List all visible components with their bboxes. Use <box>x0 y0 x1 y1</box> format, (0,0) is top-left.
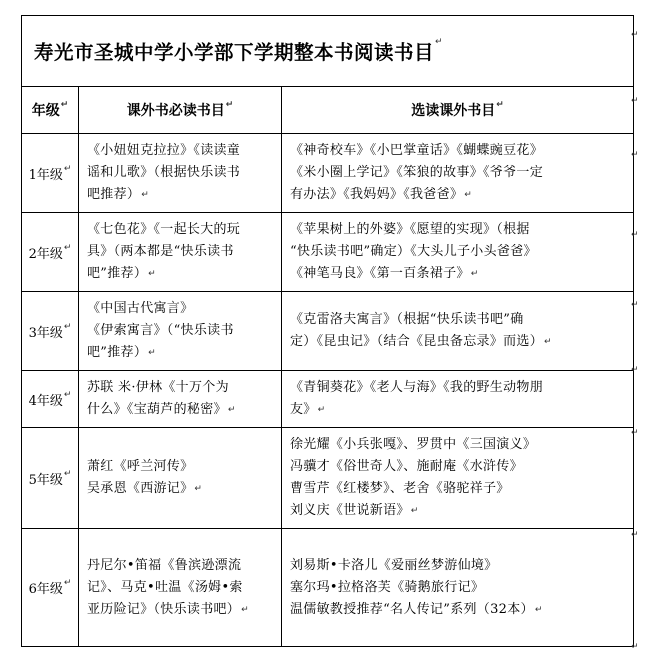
required-books-cell <box>79 134 282 213</box>
book-line: 什么》《宝葫芦的秘密》↵ <box>87 402 236 417</box>
title-row <box>22 16 634 87</box>
paragraph-mark-icon: ↵ <box>470 269 479 279</box>
book-line: 冯骥才《俗世奇人》、施耐庵《水浒传》 <box>290 459 523 474</box>
optional-books-cell <box>282 292 634 371</box>
paragraph-mark-icon: ↵ <box>317 405 326 415</box>
header-grade: 年级↵ <box>22 87 79 134</box>
grade-label: 4年级 <box>28 393 63 409</box>
table-row <box>22 213 634 292</box>
book-line: 友》↵ <box>290 402 326 417</box>
book-line: 丹尼尔•笛福《鲁滨逊漂流 <box>87 557 242 573</box>
grade-label: 2年级 <box>28 246 63 262</box>
document <box>21 15 633 647</box>
optional-books-cell <box>282 529 634 647</box>
table-row <box>22 371 634 428</box>
grade-cell <box>22 134 79 213</box>
paragraph-mark-icon: ↵ <box>148 348 156 358</box>
paragraph-mark-icon: ↵ <box>534 604 543 615</box>
paragraph-mark-icon: ↵ <box>63 163 72 174</box>
book-line: 《伊索寓言》（“快乐读书 <box>87 323 234 338</box>
book-line: 吴承恩《西游记》↵ <box>87 481 203 496</box>
book-line: 吧”推荐）↵ <box>87 266 156 281</box>
optional-books-cell <box>282 428 634 529</box>
paragraph-mark-icon: ↵ <box>141 190 150 200</box>
paragraph-mark-icon: ↵ <box>544 337 552 347</box>
grade-cell <box>22 371 79 428</box>
paragraph-mark-icon: ↵ <box>63 578 72 588</box>
book-line: “快乐读书吧”确定）《大头儿子小头爸爸》 <box>290 244 537 259</box>
row-end-mark-icon: ↵ <box>631 230 639 240</box>
table-row <box>22 292 634 371</box>
book-line: 温儒敏教授推荐“名人传记”系列（32本）↵ <box>290 601 543 617</box>
paragraph-mark-icon: ↵ <box>63 468 72 479</box>
paragraph-mark-icon: ↵ <box>225 100 234 110</box>
paragraph-mark-icon: ↵ <box>435 37 443 47</box>
book-line: 塞尔玛•拉格洛芙《骑鹅旅行记》 <box>290 579 485 595</box>
grade-cell <box>22 292 79 371</box>
paragraph-mark-icon: ↵ <box>194 484 203 494</box>
grade-label: 5年级 <box>28 472 63 488</box>
required-books-cell <box>79 529 282 647</box>
book-line: 刘易斯•卡洛儿《爱丽丝梦游仙境》 <box>290 557 498 573</box>
row-end-mark-icon: ↵ <box>631 300 639 310</box>
row-end-mark-icon: ↵ <box>631 365 639 375</box>
paragraph-mark-icon: ↵ <box>410 506 419 516</box>
row-end-mark-icon: ↵ <box>631 428 639 438</box>
book-line: 《神笔马良》《第一百条裙子》↵ <box>290 266 479 281</box>
book-line: 徐光耀《小兵张嘎》、罗贯中《三国演义》 <box>290 437 537 452</box>
table-row <box>22 134 634 213</box>
optional-books-cell <box>282 371 634 428</box>
paragraph-mark-icon: ↵ <box>148 269 156 279</box>
paragraph-mark-icon: ↵ <box>496 100 504 110</box>
book-line: 《神奇校车》《小巴掌童话》《蝴蝶豌豆花》 <box>290 143 544 158</box>
table-row <box>22 428 634 529</box>
paragraph-mark-icon: ↵ <box>60 100 69 110</box>
grade-label: 6年级 <box>28 582 63 597</box>
grade-label: 3年级 <box>28 325 63 341</box>
book-line: 亚历险记》（快乐读书吧）↵ <box>87 601 249 617</box>
required-books-cell <box>79 292 282 371</box>
book-line: 苏联 米·伊林《十万个为 <box>87 380 229 395</box>
book-line: 定）《昆虫记》（结合《昆虫备忘录》而选）↵ <box>290 334 552 349</box>
row-end-mark-icon: ↵ <box>631 642 639 652</box>
header-required: 课外书必读书目↵ <box>79 87 282 134</box>
grade-cell <box>22 213 79 292</box>
row-end-mark-icon: ↵ <box>631 96 639 106</box>
paragraph-mark-icon: ↵ <box>63 389 72 400</box>
paragraph-mark-icon: ↵ <box>63 321 72 332</box>
required-books-cell <box>79 428 282 529</box>
required-books-cell <box>79 371 282 428</box>
row-end-mark-icon: ↵ <box>631 530 639 540</box>
optional-books-cell <box>282 213 634 292</box>
book-line: 具》（两本都是“快乐读书 <box>87 244 234 259</box>
book-line: 《中国古代寓言》 <box>87 301 194 316</box>
paragraph-mark-icon: ↵ <box>63 242 72 253</box>
paragraph-mark-icon: ↵ <box>227 405 236 415</box>
book-line: 刘义庆《世说新语》↵ <box>290 503 419 518</box>
book-line: 吧”推荐）↵ <box>87 345 156 360</box>
document-title: 寿光市圣城中学小学部下学期整本书阅读书目 <box>34 41 435 64</box>
header-row <box>22 87 634 134</box>
book-line: 记》、马克•吐温《汤姆•索 <box>87 579 243 595</box>
table-row <box>22 529 634 647</box>
grade-cell <box>22 428 79 529</box>
book-line: 《苹果树上的外婆》《愿望的实现》（根据 <box>290 222 530 237</box>
grade-label: 1年级 <box>28 167 63 183</box>
book-line: 《小妞妞克拉拉》《读读童 <box>87 143 241 158</box>
book-line: 曹雪芹《红楼梦》、老舍《骆驼祥子》 <box>290 481 510 496</box>
title-cell <box>22 16 634 87</box>
header-optional: 选读课外书目↵ <box>282 87 634 134</box>
book-line: 《米小圈上学记》《笨狼的故事》《爷爷一定 <box>290 165 544 180</box>
book-line: 《七色花》《一起长大的玩 <box>87 222 241 237</box>
book-line: 《克雷洛夫寓言》（根据“快乐读书吧”确 <box>290 312 524 327</box>
grade-cell <box>22 529 79 647</box>
table-body <box>22 134 634 647</box>
book-line: 有办法》《我妈妈》《我爸爸》↵ <box>290 187 473 202</box>
reading-list-table <box>21 15 634 647</box>
paragraph-mark-icon: ↵ <box>464 190 473 200</box>
book-line: 吧推荐）↵ <box>87 187 150 202</box>
paragraph-mark-icon: ↵ <box>241 604 249 615</box>
row-end-mark-icon: ↵ <box>631 30 639 40</box>
optional-books-cell <box>282 134 634 213</box>
required-books-cell <box>79 213 282 292</box>
row-end-mark-icon: ↵ <box>631 150 639 160</box>
book-line: 萧红《呼兰河传》 <box>87 459 194 474</box>
book-line: 《青铜葵花》《老人与海》《我的野生动物朋 <box>290 380 544 395</box>
book-line: 谣和儿歌》（根据快乐读书 <box>87 165 241 180</box>
